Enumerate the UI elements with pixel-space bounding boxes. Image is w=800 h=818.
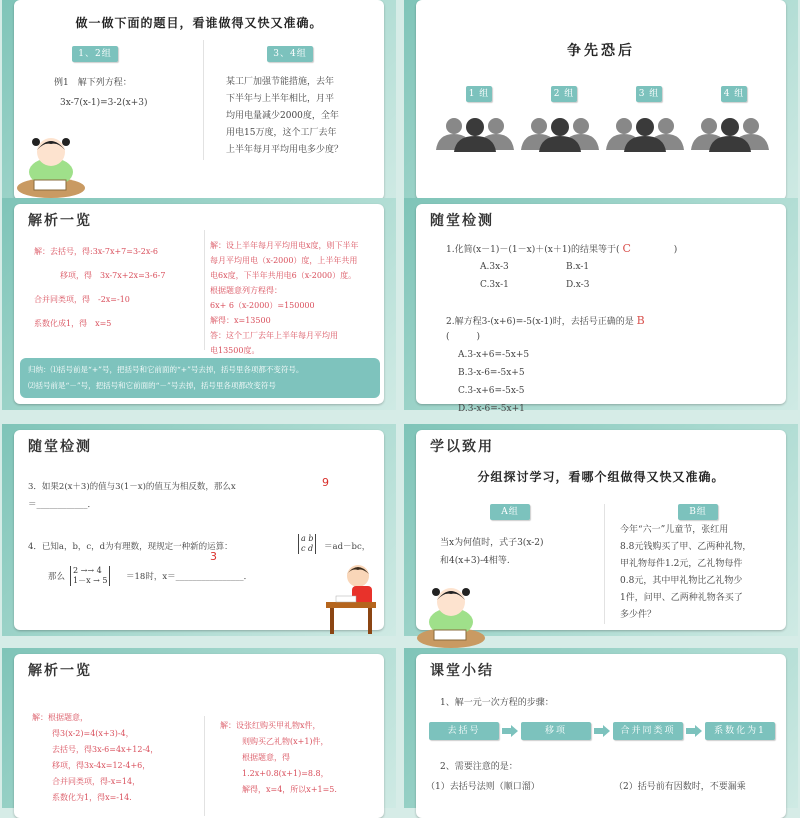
slide-4[interactable] xyxy=(404,198,798,414)
question-prefix: 那么 xyxy=(48,572,66,582)
solution-line: 答：这个工厂去年上半年每月平均用 xyxy=(210,331,338,340)
problem-line: 下半年与上半年相比，月平 xyxy=(226,94,335,104)
answer-paren: ( ) xyxy=(446,332,481,342)
slide-heading: 做一做下面的题目，看谁做得又快又准确。 xyxy=(75,16,323,30)
slide-2[interactable] xyxy=(404,0,798,206)
option-b: B.3-x-6=-5x+5 xyxy=(458,368,525,378)
girl-reading-illustration xyxy=(16,128,86,198)
slide-6[interactable] xyxy=(404,424,798,636)
group-tag-2: 2 组 xyxy=(551,86,577,102)
question-4 xyxy=(28,538,233,556)
solution-line: 解得，x=4，所以x+1=5. xyxy=(242,785,337,794)
slide-3[interactable] xyxy=(2,198,396,410)
option-a: A.3-x+6=-5x+5 xyxy=(458,350,530,360)
solution-line: 根据题意列方程得： xyxy=(210,286,282,295)
problem-line: 当x为何值时，式子3(x-2) xyxy=(440,538,544,548)
question-text: 2.解方程3-(x+6)=-5(x-1)时，去括号正确的是 xyxy=(446,317,634,327)
solution-left xyxy=(34,240,165,336)
problem-line: 0.8元，其中甲礼物比乙礼物少 xyxy=(620,576,743,586)
solution-line: 每月平均用电（x-2000）度，上半年共用 xyxy=(210,256,358,265)
group-tag-1: 1 组 xyxy=(466,86,492,102)
matrix-abcd xyxy=(298,534,316,554)
word-problem xyxy=(226,74,343,159)
solution-line: 移项，得 3x-7x+2x=3-6-7 xyxy=(60,271,166,280)
arrow-right-icon xyxy=(502,725,518,737)
slide-card xyxy=(416,430,786,630)
solution-line: 解：去括号，得:3x-7x+7=3-2x-6 xyxy=(34,247,159,256)
step-transpose: 移项 xyxy=(521,722,591,740)
q2-options xyxy=(458,346,529,418)
slide-title: 解析一览 xyxy=(28,213,92,229)
answer-blank: ＝18时，x＝________________． xyxy=(126,572,253,582)
step-coefficient-to-one: 系数化为1 xyxy=(705,722,775,740)
question-text: 1.化简(x－1)－(1－x)＋(x＋1)的结果等于( xyxy=(446,245,620,255)
question-3: 3．如果2(x＋3)的值与3(1－x)的值互为相反数，那么x xyxy=(28,482,236,492)
slide-title: 随堂检测 xyxy=(28,439,92,455)
arrow-right-icon xyxy=(594,725,610,737)
answer-blank: ＝____________． xyxy=(28,500,97,510)
problem-line: 8.8元钱购买了甲、乙两种礼物， xyxy=(620,542,752,552)
option-c: C.3-x+6=-5x-5 xyxy=(458,386,525,396)
summary-point-2: 2、需要注意的是： xyxy=(440,762,518,772)
divider xyxy=(204,716,205,816)
slide-card xyxy=(14,204,384,404)
slide-card xyxy=(416,654,786,818)
solution-line: 1.2x+0.8(x+1)=8.8， xyxy=(242,769,329,778)
question-1 xyxy=(446,240,677,259)
solution-right xyxy=(220,718,337,798)
rule-text: ＝ad－bc， xyxy=(324,542,371,552)
group-b-problem xyxy=(620,522,751,624)
matrix-row: c d xyxy=(301,544,314,553)
problem-line: 某工厂加强节能措施，去年 xyxy=(226,77,335,87)
slide-card xyxy=(14,0,384,200)
summary-line: ⑵括号前是“－”号，把括号和它前面的“－”号去掉，括号里各项都改变符号 xyxy=(28,381,276,390)
slide-card xyxy=(14,654,384,818)
solution-left xyxy=(32,710,158,806)
divider xyxy=(204,230,205,350)
slide-7[interactable] xyxy=(2,648,396,808)
slide-card xyxy=(14,430,384,630)
group-tag-3: 3 组 xyxy=(636,86,662,102)
answer-mark: 3 xyxy=(210,550,217,563)
problem-line: 多少件？ xyxy=(620,610,657,620)
girl-reading-illustration xyxy=(416,578,486,648)
option-a: A.3x-3 xyxy=(480,262,509,272)
boy-at-desk-illustration xyxy=(322,562,386,638)
solution-line: 系数化成1，得 x=5 xyxy=(34,319,112,328)
matrix-row: 1－x → 5 xyxy=(73,576,108,585)
example-label: 例1 解下列方程： xyxy=(54,78,132,88)
arrow-right-icon xyxy=(686,725,702,737)
option-b: B.x-1 xyxy=(566,262,590,272)
step-combine-like-terms: 合并同类项 xyxy=(613,722,683,740)
solution-line: 解：根据题意， xyxy=(32,713,88,722)
slide-heading: 争先恐后 xyxy=(567,43,635,59)
question-text: 4．已知a，b，c，d为有理数，现规定一种新的运算： xyxy=(28,542,233,552)
slide-card xyxy=(416,204,786,414)
matrix-row: 2 →→ 4 xyxy=(73,566,102,575)
group-people-icon xyxy=(519,116,601,154)
divider xyxy=(604,504,605,624)
slide-5[interactable] xyxy=(2,424,396,636)
slide-8[interactable] xyxy=(404,648,798,808)
problem-line: 1件，问甲、乙两种礼物各买了 xyxy=(620,593,743,603)
solution-line: 得3(x-2)=4(x+3)-4， xyxy=(52,729,134,738)
solution-line: 去括号，得3x-6=4x+12-4， xyxy=(52,745,159,754)
solution-right xyxy=(210,238,390,358)
summary-line: 归纳：⑴括号前是“+”号，把括号和它前面的“+”号去掉，括号里各项都不变符号。 xyxy=(28,365,304,374)
matrix-expression xyxy=(70,566,110,586)
group-tag-3-4: 3、4组 xyxy=(267,46,313,62)
problem-line: 和4(x+3)-4相等. xyxy=(440,556,510,566)
slide-1[interactable] xyxy=(2,0,396,206)
slide-heading: 分组探讨学习，看哪个组做得又快又准确。 xyxy=(477,470,725,484)
option-d: D.x-3 xyxy=(566,280,590,290)
steps-flow xyxy=(429,722,789,742)
problem-line: 用电15万度，这个工厂去年 xyxy=(226,128,337,138)
solution-line: 合并同类项，得-x=14， xyxy=(52,777,141,786)
answer-mark: C xyxy=(622,242,631,255)
solution-line: 则购买乙礼物(x+1)件， xyxy=(242,737,329,746)
group-people-icon xyxy=(689,116,771,154)
summary-bar xyxy=(20,358,380,398)
group-tag-b: B组 xyxy=(678,504,718,520)
solution-line: 电13500度。 xyxy=(210,346,260,355)
group-tag-1-2: 1、2组 xyxy=(72,46,118,62)
slide-title: 课堂小结 xyxy=(430,663,494,679)
answer-mark: 9 xyxy=(322,476,329,489)
option-d: D.3-x-6=-5x+1 xyxy=(458,404,525,414)
paren-close: ) xyxy=(673,245,678,255)
example-equation: 3x-7(x-1)=3-2(x+3) xyxy=(60,98,148,108)
step-remove-brackets: 去括号 xyxy=(429,722,499,740)
group-people-icon xyxy=(434,116,516,154)
solution-line: 系数化为1，得x=-14. xyxy=(52,793,132,802)
solution-line: 移项，得3x-4x=12-4+6， xyxy=(52,761,151,770)
problem-line: 今年“六一”儿童节，张红用 xyxy=(620,525,729,535)
slide-title: 随堂检测 xyxy=(430,213,494,229)
group-people-icon xyxy=(604,116,686,154)
solution-line: 电6x度，下半年共用电6（x-2000）度。 xyxy=(210,271,357,280)
answer-mark: B xyxy=(636,314,645,327)
group-tag-a: A组 xyxy=(490,504,530,520)
divider xyxy=(203,40,204,160)
solution-line: 6x+ 6（x-2000）=150000 xyxy=(210,301,315,310)
problem-line: 上半年每月平均用电多少度？ xyxy=(226,145,344,155)
summary-point-1: 1、解一元一次方程的步骤： xyxy=(440,698,554,708)
slide-card xyxy=(416,0,786,200)
option-c: C.3x-1 xyxy=(480,280,509,290)
solution-line: 根据题意，得 xyxy=(242,753,290,762)
group-a-problem xyxy=(440,534,544,570)
slide-title: 学以致用 xyxy=(430,439,494,455)
matrix-row: a b xyxy=(301,534,314,543)
solution-line: 解：设上半年每月平均用电x度，则下半年 xyxy=(210,241,359,250)
solution-line: 合并同类项，得 -2x=-10 xyxy=(34,295,130,304)
solution-line: 解：设张红购买甲礼物x件， xyxy=(220,721,321,730)
solution-line: 解得：x=13500 xyxy=(210,316,271,325)
problem-line: 甲礼物每件1.2元，乙礼物每件 xyxy=(620,559,743,569)
note-1: （1）去括号法则（顺口溜） xyxy=(426,782,540,792)
problem-line: 均用电量减少2000度，全年 xyxy=(226,111,339,121)
note-2: （2）括号前有因数时，不要漏乘 xyxy=(614,782,746,792)
group-tag-4: 4 组 xyxy=(721,86,747,102)
slide-title: 解析一览 xyxy=(28,663,92,679)
